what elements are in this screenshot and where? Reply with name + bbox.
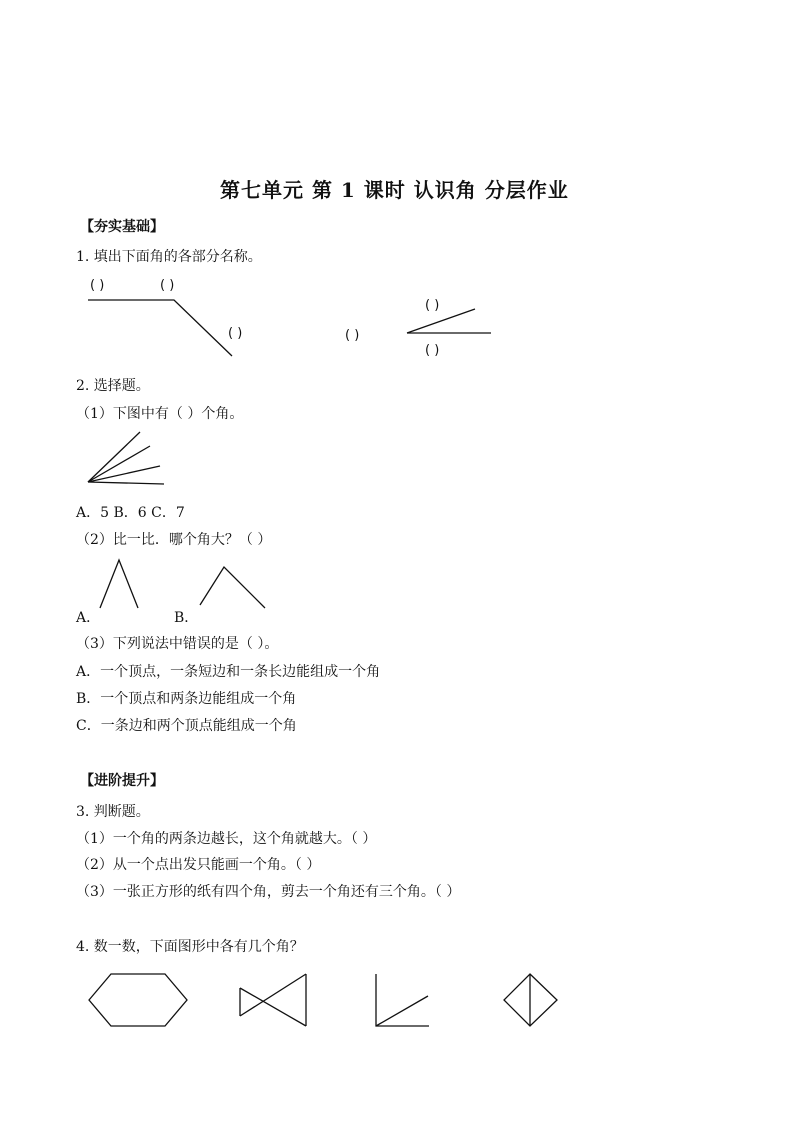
section-heading-basic: 【夯实基础】 [80, 219, 164, 235]
q2-part-3-option-a: A．一个顶点，一条短边和一条长边能组成一个角 [76, 664, 381, 680]
q1-blank-6[interactable]: ( ) [425, 343, 440, 358]
question-2-part-3: （3）下列说法中错误的是（ ）。 [76, 636, 279, 652]
page-title: 第七单元 第 1 课时 认识角 分层作业 [220, 178, 569, 202]
question-2-part-2: （2）比一比．哪个角大？（ ） [76, 532, 272, 548]
q4-bowtie-shape [238, 972, 308, 1028]
question-1: 1. 填出下面角的各部分名称。 [76, 249, 262, 265]
q2-option-b-angle [198, 565, 268, 611]
question-3: 3. 判断题。 [76, 804, 150, 820]
q1-blank-5[interactable]: ( ) [425, 298, 440, 313]
question-4: 4. 数一数，下面图形中各有几个角？ [76, 939, 304, 955]
q2-part-1-options: A．5 B．6 C．7 [76, 505, 185, 521]
q1-blank-3[interactable]: ( ) [228, 326, 243, 341]
q1-blank-4[interactable]: ( ) [345, 328, 360, 343]
q3-item-3: （3）一张正方形的纸有四个角，剪去一个角还有三个角。（ ） [76, 884, 461, 900]
q4-two-angles-shape [374, 972, 432, 1028]
q1-blank-2[interactable]: ( ) [160, 278, 175, 293]
q1-angle-figure-1 [88, 296, 238, 360]
q3-item-2: （2）从一个点出发只能画一个角。（ ） [76, 857, 321, 873]
q2-fan-angles-figure [86, 430, 168, 488]
q3-item-1: （1）一个角的两条边越长，这个角就越大。（ ） [76, 831, 377, 847]
section-heading-advanced: 【进阶提升】 [80, 773, 164, 789]
q2-option-a-label: A． [76, 610, 101, 626]
q4-diamond-shape [502, 972, 560, 1028]
q2-option-b-label: B． [174, 610, 199, 626]
q2-option-a-angle [98, 558, 142, 610]
q4-hexagon-shape [87, 972, 189, 1028]
q1-blank-1[interactable]: ( ) [90, 278, 105, 293]
question-2-part-1: （1）下图中有（ ）个角。 [76, 406, 244, 422]
q2-part-3-option-b: B．一个顶点和两条边能组成一个角 [76, 691, 297, 707]
q2-part-3-option-c: C．一条边和两个顶点能组成一个角 [76, 718, 297, 734]
q1-angle-figure-2 [405, 305, 495, 337]
question-2: 2. 选择题。 [76, 378, 150, 394]
